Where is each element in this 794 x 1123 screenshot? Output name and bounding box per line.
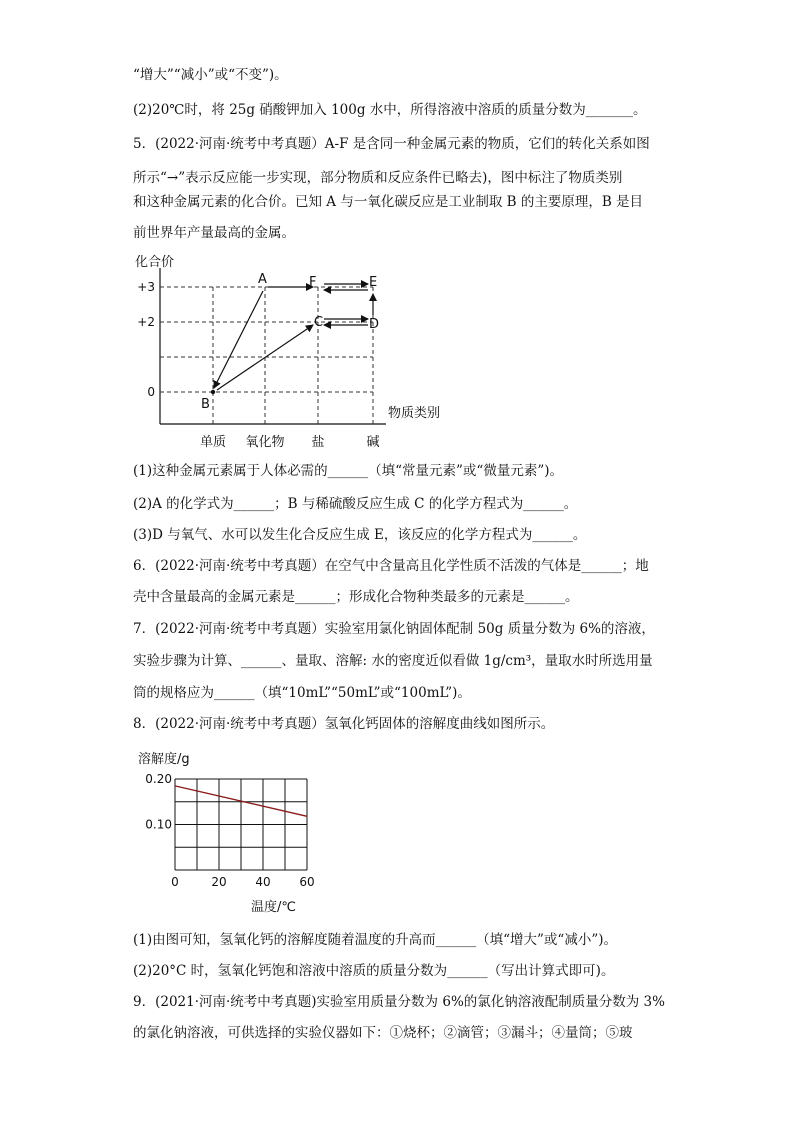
- text-line: 壳中含量最高的金属元素是______；形成化合物种类最多的元素是______。: [133, 589, 579, 605]
- arrow-a-to-b: [214, 291, 263, 388]
- text-line: 所示“→”表示反应能一步实现，部分物质和反应条件已略去)，图中标注了物质类别: [133, 170, 623, 186]
- point-label-b: B: [201, 397, 210, 412]
- text-line: (1)这种金属元素属于人体必需的______（填“常量元素”或“微量元素”)。: [133, 463, 563, 479]
- text-line: (2)20°C 时，氢氧化钙饱和溶液中溶质的质量分数为______（写出计算式即可)。: [133, 963, 615, 979]
- valence-chart: [128, 250, 458, 455]
- solubility-chart: [130, 745, 330, 920]
- text-line: 筒的规格应为______（填“10mL”“50mL”或“100mL”)。: [133, 685, 471, 701]
- text-line: 前世界年产量最高的金属。: [133, 225, 295, 241]
- text-line: (3)D 与氧气、水可以发生化合反应生成 E，该反应的化学方程式为______。: [133, 527, 587, 543]
- x-tick-label: 盐: [311, 435, 325, 450]
- y-axis-title: 化合价: [135, 255, 175, 270]
- x-tick-label: 单质: [199, 435, 227, 450]
- point-label-d: D: [369, 317, 380, 332]
- y-axis-title: 溶解度/g: [138, 752, 190, 767]
- point-label-e: E: [369, 275, 378, 290]
- x-axis-title: 物质类别: [388, 406, 441, 421]
- text-line: 8．(2022·河南·统考中考真题）氢氧化钙固体的溶解度曲线如图所示。: [133, 716, 555, 732]
- y-tick-label: +2: [137, 315, 155, 329]
- y-tick-label: +3: [137, 280, 155, 294]
- text-line: 6．(2022·河南·统考中考真题）在空气中含量高且化学性质不活泼的气体是______；地: [133, 558, 649, 574]
- y-tick-label: 0.10: [145, 817, 172, 832]
- point-label-f: F: [309, 275, 317, 290]
- text-line: (1)由图可知，氢氧化钙的溶解度随着温度的升高而______（填“增大”或“减小”)。: [133, 932, 617, 948]
- y-tick-label: 0.20: [145, 772, 172, 786]
- x-axis-title: 温度/℃: [251, 900, 296, 915]
- x-tick-label: 碱: [366, 435, 380, 450]
- text-line: 7．(2022·河南·统考中考真题）实验室用氯化钠固体配制 50g 质量分数为 6%的溶液，: [133, 621, 655, 637]
- y-tick-label: 0: [147, 385, 155, 399]
- point-label-a: A: [258, 272, 267, 287]
- x-tick-label: 20: [211, 875, 227, 889]
- text-line: 9．(2021·河南·统考中考真题)实验室用质量分数为 6%的氯化钠溶液配制质量分数为 3%: [133, 994, 665, 1010]
- text-line: (2)20℃时，将 25g 硝酸钾加入 100g 水中，所得溶液中溶质的质量分数为_______。: [133, 102, 647, 118]
- text-line: 实验步骤为计算、______、量取、溶解: 水的密度近似看做 1g/cm³，量取水时所选用量: [133, 653, 653, 669]
- x-tick-label: 40: [255, 875, 271, 889]
- x-tick-label: 0: [171, 875, 179, 889]
- point-label-c: C: [314, 315, 324, 330]
- x-tick-label: 氧化物: [245, 435, 285, 450]
- text-line: 和这种金属元素的化合价。已知 A 与一氧化碳反应是工业制取 B 的主要原理，B 是目: [133, 194, 644, 210]
- text-line: 的氯化钠溶液，可供选择的实验仪器如下：①烧杯；②滴管；③漏斗；④量筒；⑤玻: [133, 1025, 633, 1041]
- x-tick-label: 60: [299, 875, 315, 889]
- point-b-dot: [211, 390, 215, 394]
- text-line: (2)A 的化学式为______；B 与稀硫酸反应生成 C 的化学方程式为______。: [133, 496, 578, 512]
- text-line: “增大”“减小”或“不变”)。: [133, 67, 288, 83]
- text-line: 5．(2022·河南·统考中考真题）A-F 是含同一种金属元素的物质，它们的转化关系如图: [133, 136, 650, 152]
